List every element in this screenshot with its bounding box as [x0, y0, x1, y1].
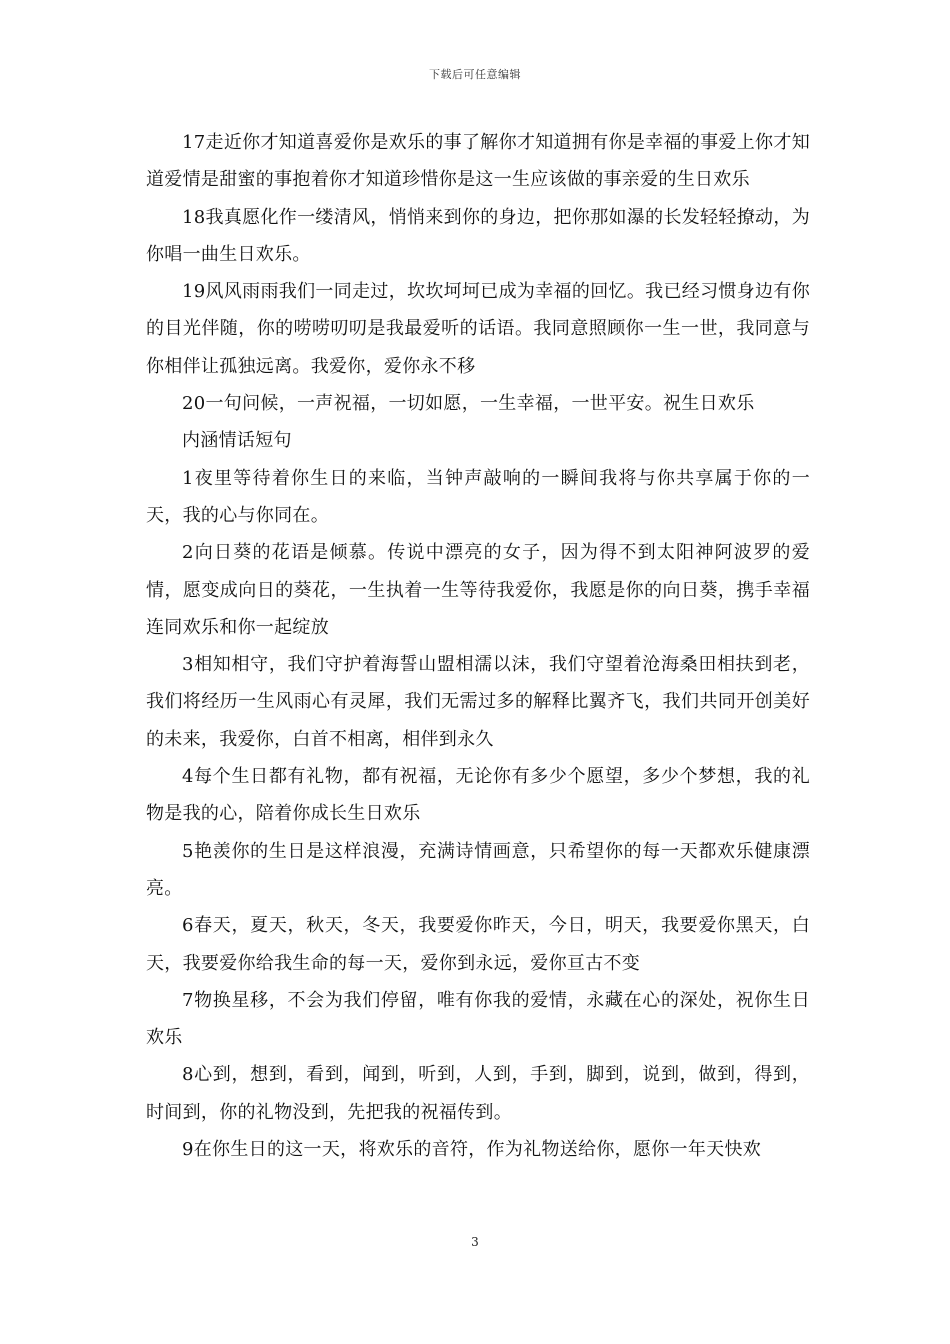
document-body: [146, 124, 810, 1168]
paragraph-5: 5艳羡你的生日是这样浪漫，充满诗情画意，只希望你的每一天都欢乐健康漂亮。: [146, 840, 810, 899]
paragraph-7: 7物换星移，不会为我们停留，唯有你我的爱情，永藏在心的深处，祝你生日欢乐: [146, 989, 810, 1049]
paragraph-17: 17走近你才知道喜爱你是欢乐的事了解你才知道拥有你是幸福的事爱上你才知道爱情是甜蜜的事抱着你才知道珍惜你是这一生应该做的事亲爱的生日欢乐: [146, 132, 810, 191]
paragraph-1: 1夜里等待着你生日的来临，当钟声敲响的一瞬间我将与你共享属于你的一天，我的心与你同在。: [146, 467, 810, 526]
page-number: 3: [471, 1235, 479, 1249]
paragraph-3: 3相知相守，我们守护着海誓山盟相濡以沫，我们守望着沧海桑田相扶到老，我们将经历一生风雨心有灵犀，我们无需过多的解释比翼齐飞，我们共同开创美好的未来，我爱你，白首不相离，相伴到永久: [146, 654, 810, 750]
paragraph-9: 9在你生日的这一天，将欢乐的音符，作为礼物送给你，愿你一年天快欢: [182, 1139, 762, 1161]
paragraph-18: 18我真愿化作一缕清风，悄悄来到你的身边，把你那如瀑的长发轻轻撩动，为你唱一曲生日欢乐。: [146, 206, 810, 265]
paragraph-4: 4每个生日都有礼物，都有祝福，无论你有多少个愿望，多少个梦想，我的礼物是我的心，陪着你成长生日欢乐: [146, 766, 810, 825]
paragraph-8: 8心到，想到，看到，闻到，听到，人到，手到，脚到，说到，做到，得到，时间到，你的礼物没到，先把我的祝福传到。: [146, 1064, 810, 1123]
section-heading: 内涵情话短句: [182, 430, 292, 452]
paragraph-2: 2向日葵的花语是倾慕。传说中漂亮的女子，因为得不到太阳神阿波罗的爱情，愿变成向日的葵花，一生执着一生等待我爱你，我愿是你的向日葵，携手幸福连同欢乐和你一起绽放: [146, 542, 810, 638]
paragraph-20: 20一句问候，一声祝福，一切如愿，一生幸福，一世平安。祝生日欢乐: [182, 393, 755, 415]
page-header: 下载后可任意编辑: [429, 68, 521, 81]
paragraph-19: 19风风雨雨我们一同走过，坎坎坷坷已成为幸福的回忆。我已经习惯身边有你的目光伴随，你的唠唠叨叨是我最爱听的话语。我同意照顾你一生一世，我同意与你相伴让孤独远离。我爱你，爱你永不移: [146, 281, 810, 377]
paragraph-6: 6春天，夏天，秋天，冬天，我要爱你昨天，今日，明天，我要爱你黑天，白天，我要爱你给我生命的每一天，爱你到永远，爱你亘古不变: [146, 915, 810, 974]
